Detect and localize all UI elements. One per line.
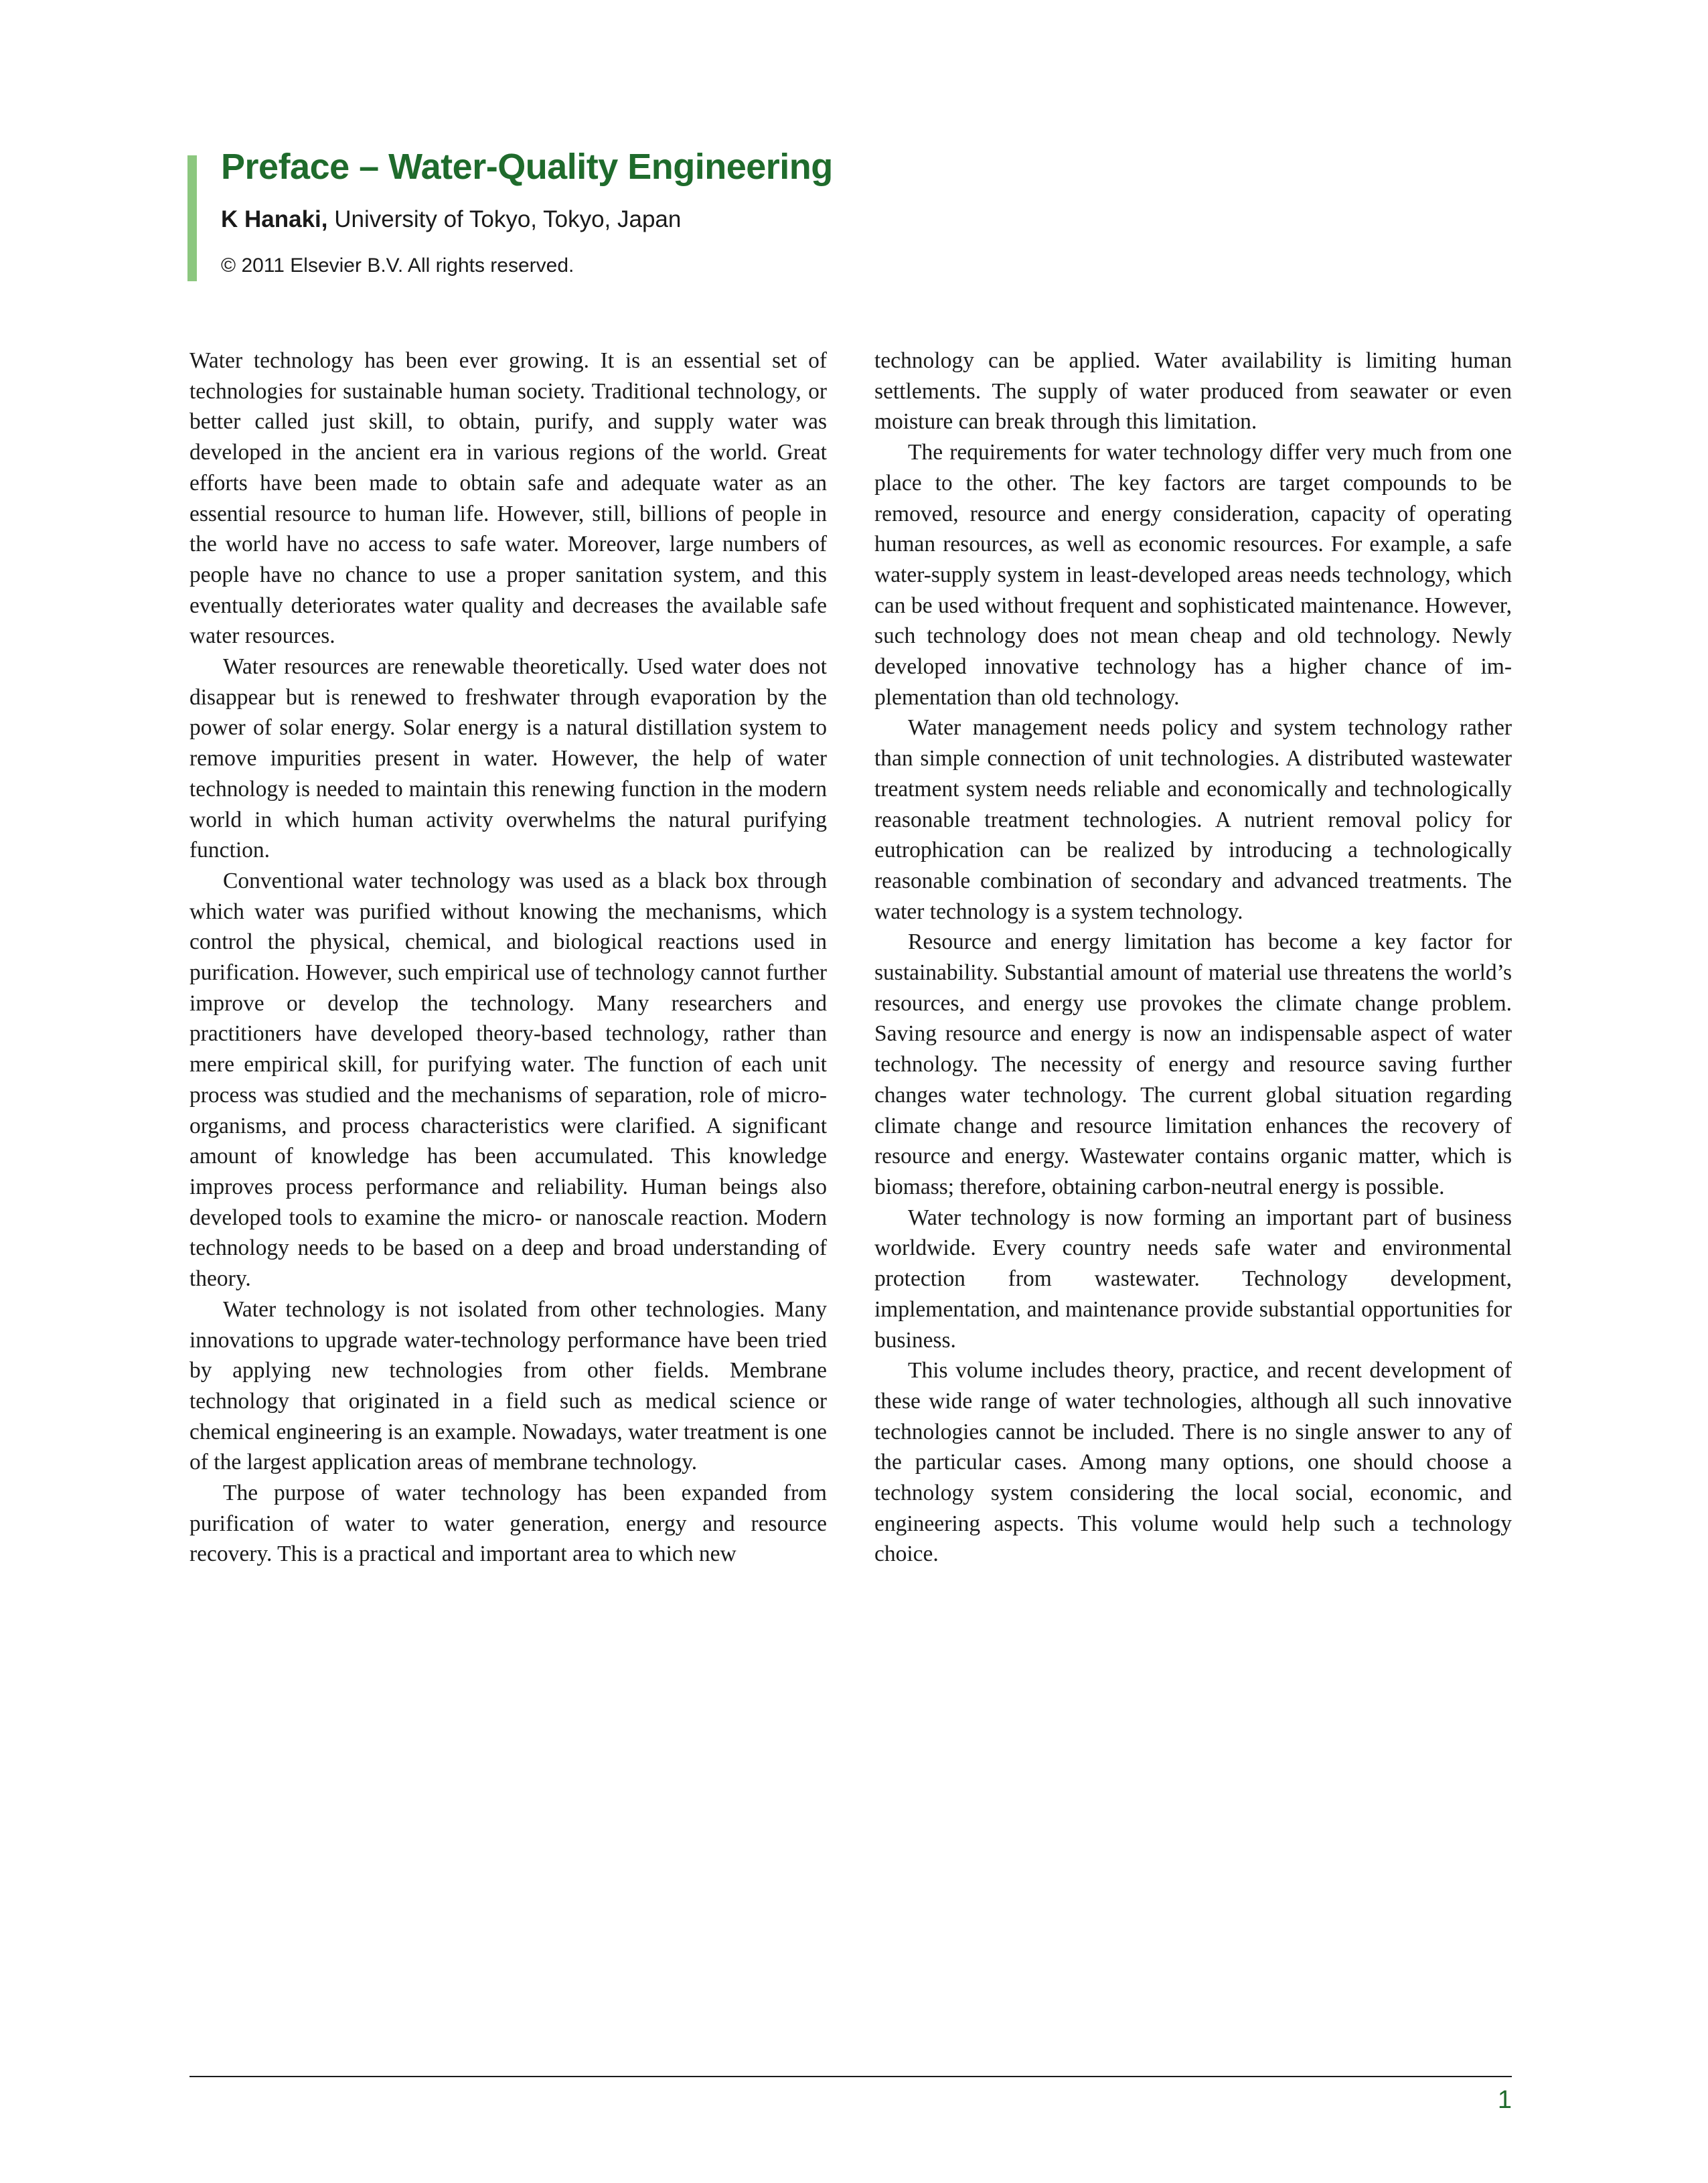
paragraph: Water technology is now forming an important part of business worldwide. Every country needs safe water and environmental protection from wastewater. Technology development, implementation, and maintenance provide substantial opportunities for business.	[874, 1205, 1512, 1353]
paragraph: Resource and energy limitation has become a key factor for sustainability. Substantial amount of material use threatens the world’s resources, and energy use provokes the climate change problem. Saving resource and energy is now an indispensable aspect of water technology. The necessity of energy and resource saving further changes water technology. The current global situation regarding climate change and resource limitation enhances the recovery of resource and energy. Wastewater contains organic matter, which is biomass; therefore, obtaining carbon-neutral energy is possible.	[874, 929, 1512, 1199]
page-number: 1	[1497, 2086, 1512, 2114]
paragraph: technology can be applied. Water availability is limiting human settlements. The supply of water produced from seawater or even moisture can break through this limitation.	[874, 348, 1512, 435]
paragraph: This volume includes theory, practice, and recent development of these wide range of water technologies, although all such innovative technologies cannot be included. There is no single answer to any of the particular cases. Among many options, one should choose a technology system considering the local social, economic, and engineering aspects. This volume would help such a technology choice.	[874, 1358, 1512, 1567]
author-name: K Hanaki,	[221, 206, 328, 232]
article-header	[187, 147, 1134, 281]
left-column	[189, 346, 827, 1570]
author-affiliation: University of Tokyo, Tokyo, Japan	[327, 206, 682, 232]
paragraph: Water technology has been ever growing. It is an essential set of technologies for sustainable human society. Traditional technology, or better called just skill, to obtain, purify, and supply water was developed in the ancient era in various regions of the world. Great efforts have been made to obtain safe and adequate water as an essential resource to human life. However, still, billions of people in the world have no access to safe water. Moreover, large numbers of people have no chance to use a proper sanitation system, and this eventually deteriorates water quality and decreases the available safe water resources.	[189, 348, 827, 649]
paragraph: Water resources are renewable theoretically. Used water does not disappear but is renewed to freshwater through evaporation by the power of solar energy. Solar energy is a natural distillation system to remove impurities present in water. However, the help of water technology is needed to maintain this renewing function in the modern world in which human activity overwhelms the natural purifying function.	[189, 654, 827, 863]
footer-divider	[189, 2076, 1512, 2077]
copyright-notice: © 2011 Elsevier B.V. All rights reserved.	[221, 254, 574, 277]
paragraph: The purpose of water technology has been expanded from purification of water to water generation, energy and resource recovery. This is a practical and important area to which new	[189, 1481, 827, 1567]
right-column	[874, 346, 1512, 1570]
page-title: Preface – Water-Quality Engineering	[221, 147, 833, 187]
author-line	[221, 206, 681, 233]
paragraph: The requirements for water technology differ very much from one place to the other. The key factors are target compounds to be removed, resource and energy consideration, capacity of operating human resources, as well as economic resources. For example, a safe water-supply system in least-developed areas needs technology, which can be used without frequent and sophisticated maintenance. However, such technology does not mean cheap and old technology. Newly developed innovative technology has a higher chance of implementation than old technology.	[874, 440, 1512, 710]
paragraph: Conventional water technology was used as a black box through which water was purified without knowing the mechanisms, which control the physical, chemical, and biological reactions used in purification. However, such empirical use of technology cannot further improve or develop the technology. Many researchers and practitioners have developed theory-based technology, rather than mere empirical skill, for purifying water. The function of each unit process was studied and the mechanisms of separation, role of microorganisms, and process characteristics were clarified. A significant amount of knowledge has been accumulated. This knowledge improves process performance and reliability. Human beings also developed tools to examine the micro- or nanoscale reaction. Modern technology needs to be based on a deep and broad understanding of theory.	[189, 868, 827, 1292]
paragraph: Water technology is not isolated from other technologies. Many innovations to upgrade water-technology performance have been tried by applying new technologies from other fields. Membrane technology that originated in a field such as medical science or chemical engineering is an example. Nowadays, water treatment is one of the largest application areas of membrane technology.	[189, 1296, 827, 1475]
paragraph: Water management needs policy and system technology rather than simple connection of unit technologies. A distributed wastewater treatment system needs reliable and economically and technologically reasonable treatment technologies. A nutrient removal policy for eutrophication can be realized by introducing a technologically reasonable combination of secondary and advanced treatments. The water technology is a system technology.	[874, 715, 1512, 924]
